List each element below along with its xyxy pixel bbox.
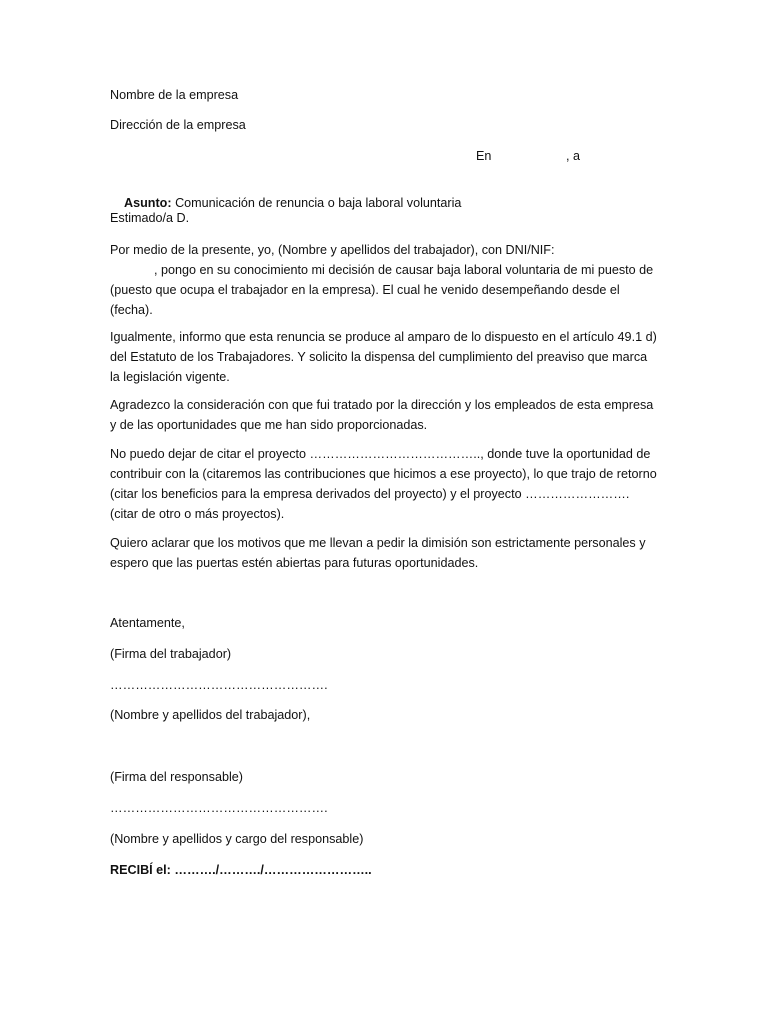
paragraph-4: No puedo dejar de citar el proyecto ………………………………….., donde tuve la oportunidad de contribuir con la (citaremos las contribuciones que hicimos a ese proyecto), lo que trajo de retorno (citar los beneficios para la empresa derivados del proyecto) y el proyecto ……………………. (citar de otro o más proyectos). bbox=[110, 447, 657, 521]
paragraph-1-first-line: Por medio de la presente, yo, (Nombre y apellidos del trabajador), con DNI/NIF: bbox=[110, 243, 555, 257]
worker-signature-label: (Firma del trabajador) bbox=[110, 647, 232, 661]
receipt-label: RECIBÍ el: ………./………./…………………….. bbox=[110, 863, 372, 877]
subject-label: Asunto: bbox=[124, 196, 172, 210]
paragraph-1 bbox=[110, 240, 658, 320]
paragraph-2: Igualmente, informo que esta renuncia se produce al amparo de lo dispuesto en el artículo 49.1 d) del Estatuto de los Trabajadores. Y solicito la dispensa del cumplimiento del preaviso que marca la legislación vigente. bbox=[110, 330, 657, 384]
paragraph-5: Quiero aclarar que los motivos que me llevan a pedir la dimisión son estrictamente personales y espero que las puertas estén abiertas para futuras oportunidades. bbox=[110, 536, 646, 570]
paragraph-3: Agradezco la consideración con que fui tratado por la dirección y los empleados de esta empresa y de las oportunidades que me han sido proporcionadas. bbox=[110, 398, 654, 432]
date-label: , a bbox=[566, 149, 581, 163]
place-label: En bbox=[476, 149, 492, 163]
subject-text: Comunicación de renuncia o baja laboral voluntaria bbox=[171, 196, 462, 210]
company-name: Nombre de la empresa bbox=[110, 88, 239, 102]
company-address: Dirección de la empresa bbox=[110, 118, 246, 132]
manager-signature-label: (Firma del responsable) bbox=[110, 770, 243, 784]
paragraph-1-body: , pongo en su conocimiento mi decisión de causar baja laboral voluntaria de mi puesto de (puesto que ocupa el trabajador en la empresa). El cual he venido desempeñando desde el (fecha). bbox=[110, 263, 654, 317]
greeting: Estimado/a D. bbox=[110, 211, 190, 225]
manager-signature-line: ……………………………………………. bbox=[110, 801, 328, 815]
manager-name-label: (Nombre y apellidos y cargo del responsable) bbox=[110, 832, 364, 846]
worker-name-label: (Nombre y apellidos del trabajador), bbox=[110, 708, 311, 722]
closing: Atentamente, bbox=[110, 616, 185, 630]
worker-signature-line: ……………………………………………. bbox=[110, 678, 328, 692]
